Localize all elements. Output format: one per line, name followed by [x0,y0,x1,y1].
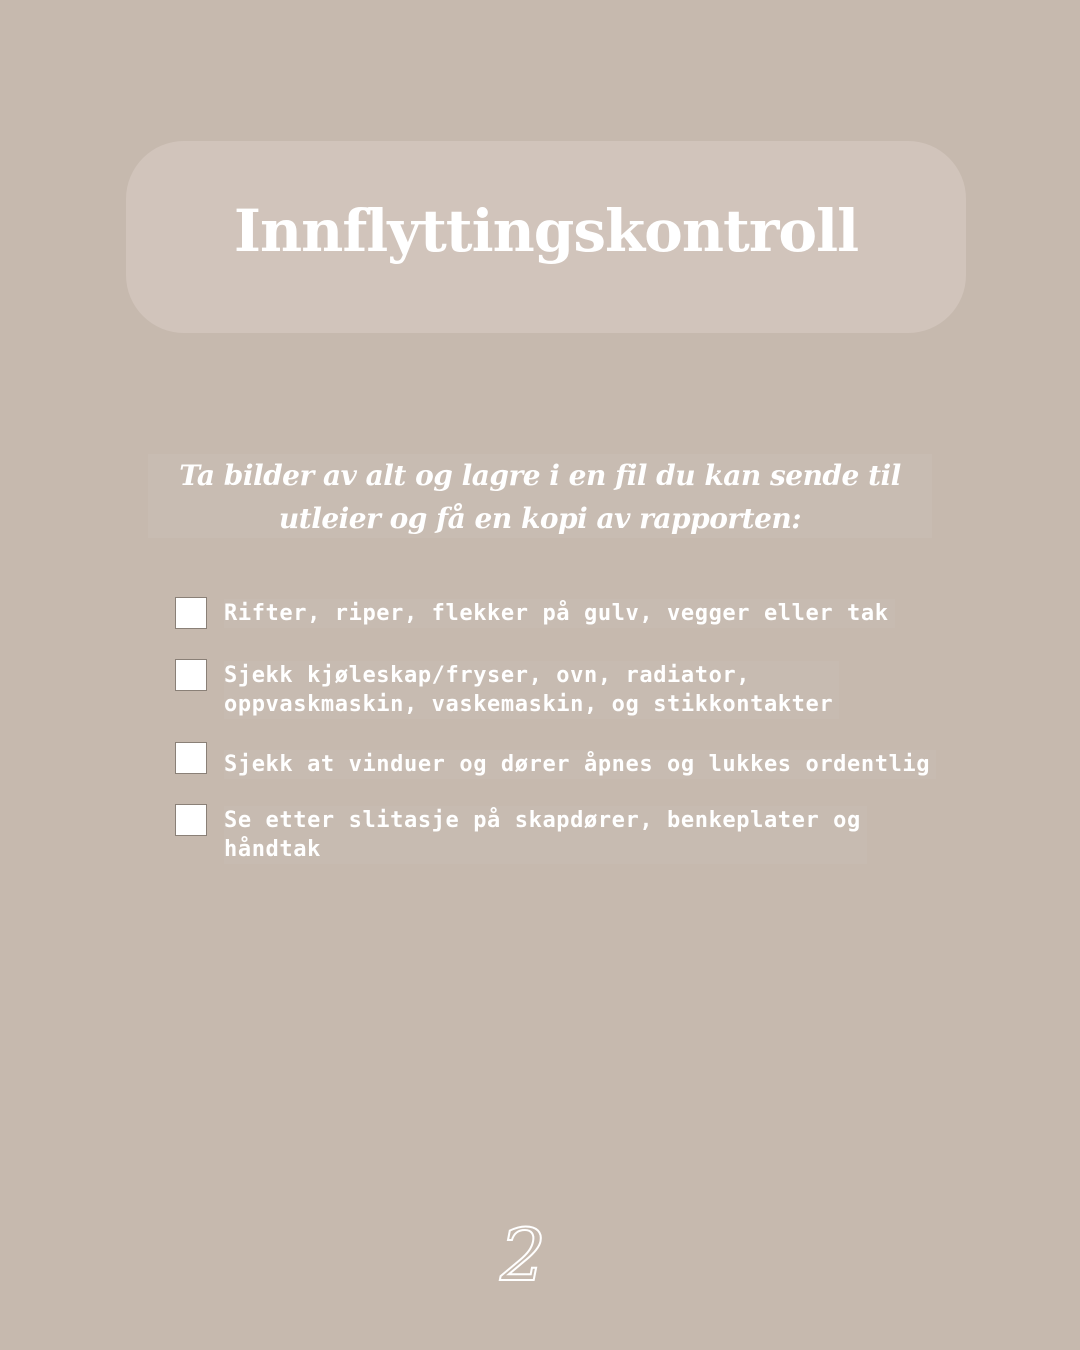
checkbox[interactable] [175,659,207,691]
intro-line-1: Ta bilder av alt og lagre i en fil du kan sende til [179,459,901,492]
title-banner [126,141,966,333]
checklist-item-label: Sjekk at vinduer og dører åpnes og lukkes ordentlig [224,750,936,779]
intro-line-2: utleier og få en kopi av rapporten: [278,502,802,535]
page-title: Innflyttingskontroll [233,197,859,265]
checklist-item [175,804,867,864]
page-number [490,1222,560,1292]
checklist-item [175,742,936,779]
checklist-item-label: Sjekk kjøleskap/fryser, ovn, radiator, oppvaskmaskin, vaskemaskin, og stikkontakter [224,661,839,719]
checkbox[interactable] [175,804,207,836]
checkbox[interactable] [175,742,207,774]
page-number-text: 2 [500,1222,546,1292]
checklist-item-label: Se etter slitasje på skapdører, benkeplater og håndtak [224,806,867,864]
checkbox[interactable] [175,597,207,629]
checklist-item [175,597,895,629]
intro-text [148,454,932,538]
checklist-item [175,659,839,719]
checklist-item-label: Rifter, riper, flekker på gulv, vegger eller tak [224,599,895,628]
